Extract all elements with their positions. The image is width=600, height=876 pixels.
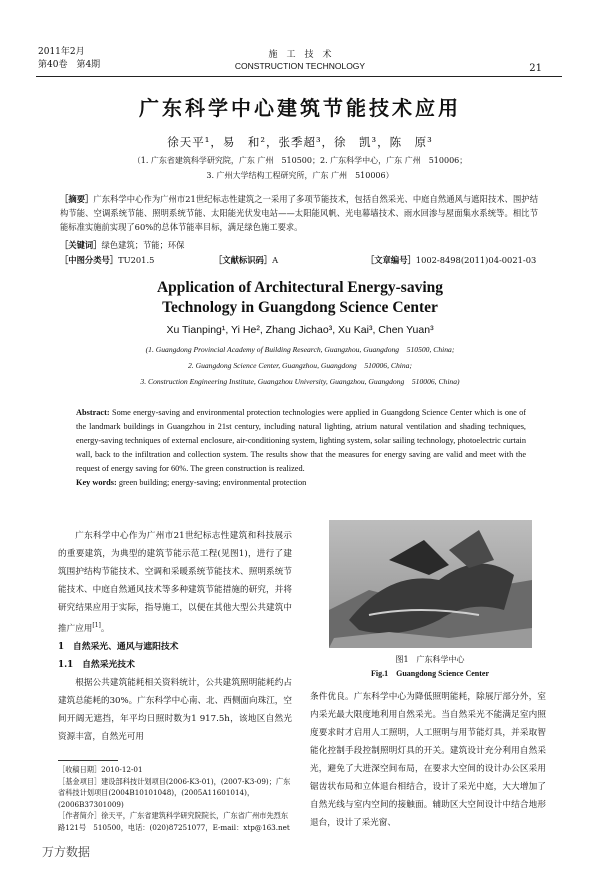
intro-paragraph bbox=[58, 527, 292, 638]
article-label: ［文章编号］ bbox=[366, 255, 416, 265]
affiliation-cn-2: 3. 广州大学结构工程研究所，广东 广州 510006） bbox=[206, 171, 394, 180]
affiliation-en-3: 3. Construction Engineering Institute, Guangzhou University, Guangzhou, Guangdong 510006, China) bbox=[140, 377, 460, 386]
footnote-rule bbox=[58, 760, 118, 761]
footnote-funding: ［基金项目］建设部科技计划项目(2006-K3-01)，(2007-K3-09)；广东省科技计划项目(2004B10101048)，(2005A11601014)，(2006B37301009) bbox=[58, 776, 291, 809]
lighting-paragraph: 根据公共建筑能耗相关资料统计，公共建筑照明能耗约占建筑总能耗的30%。广东科学中心南、北、西侧面向珠江，空间开阔无遮挡，年平均日照时数为1 917.5h，该地区自然光资源丰富，自然光可用 bbox=[58, 677, 292, 742]
intro-end: 。 bbox=[100, 623, 110, 634]
authors-cn: 徐天平¹，易 和²，张季超³，徐 凯³，陈 原³ bbox=[167, 135, 433, 149]
paper-title-en-line-2: Technology in Guangdong Science Center bbox=[162, 299, 438, 316]
clc-code bbox=[60, 254, 154, 266]
keywords-cn bbox=[60, 238, 538, 252]
page-number: 21 bbox=[529, 63, 542, 74]
section-heading-1: 1 自然采光、通风与遮阳技术 bbox=[58, 641, 179, 652]
doc-code bbox=[214, 254, 278, 266]
science-center-photo bbox=[329, 520, 532, 648]
header-volume: 第40卷 第4期 bbox=[38, 60, 101, 70]
keywords-cn-text: 绿色建筑；节能；环保 bbox=[101, 240, 185, 250]
keywords-cn-label: ［关键词］ bbox=[60, 240, 102, 250]
article-number bbox=[366, 254, 536, 266]
paper-title-en-line-1: Application of Architectural Energy-saving bbox=[156, 279, 444, 296]
abstract-en-label: Abstract: bbox=[76, 408, 110, 417]
right-column-text: 条件优良。广东科学中心为降低照明能耗，除展厅部分外，室内采光最大限度地利用自然采光。当自然采光不能满足室内照度要求时才启用人工照明，人工照明与用节能灯具，并采取智能化控制手段控制照明灯具的开关。建筑设计充分利用自然采光，避免了大进深空间布局，在要求大空间的设计办公区采用锯齿状布局和立体退台相结合，设计了采光中庭，大大增加了自然光线与室内空间的接触面。辅助区大空间设计中结合地形退台，设计了采光窗、 bbox=[310, 692, 546, 828]
keywords-en-text: green building; energy-saving; environmental protection bbox=[118, 478, 307, 487]
header-rule bbox=[36, 76, 562, 77]
affiliation-cn-1: （1. 广东省建筑科学研究院，广东 广州 510500；2. 广东科学中心，广东 广州 510006； bbox=[132, 156, 468, 165]
article-value: 1002-8498(2011)04-0021-03 bbox=[415, 255, 537, 265]
affiliation-en-2: 2. Guangdong Science Center, Guangzhou, Guangdong 510006, China; bbox=[188, 361, 412, 370]
section-heading-1-1: 1.1 自然采光技术 bbox=[58, 659, 135, 670]
abstract-cn-label: ［摘要］ bbox=[60, 194, 94, 204]
footnotes bbox=[58, 764, 292, 833]
doc-value: A bbox=[272, 255, 279, 265]
journal-name-en: CONSTRUCTION TECHNOLOGY bbox=[234, 61, 366, 71]
journal-name-cn: 施 工 技 术 bbox=[268, 50, 332, 60]
footnote-author: ［作者简介］徐天平，广东省建筑科学研究院院长，广东省广州市先烈东路121号 510500，电话：(020)87251077，E-mail：xtp@163.net bbox=[58, 811, 290, 832]
intro-citation: [1] bbox=[92, 622, 101, 629]
abstract-cn-text: 广东科学中心作为广州市21世纪标志性建筑之一采用了多项节能技术，包括自然采光、中庭自然通风与遮阳技术、围护结构节能、空调系统节能、照明系统节能、太阳能光伏发电站——太阳能风帆、光电幕墙技术、雨水回渗与屋面集水系统等。相比节能标准实施前实现了60%的总体节能率目标，满足绿色施工要求。 bbox=[60, 194, 538, 232]
affiliation-en-1: (1. Guangdong Provincial Academy of Building Research, Guangzhou, Guangdong 510500, China; bbox=[145, 345, 455, 354]
intro-text: 广东科学中心作为广州市21世纪标志性建筑和科技展示的重要建筑，为典型的建筑节能示范工程(见图1)，进行了建筑围护结构节能技术、空调和采暖系统节能技术、照明系统节能技术、中庭自然通风技术等多种建筑节能措施的研究，并将研究结果应用于实际，指导施工，以便在其他大型公共建筑中推广应用 bbox=[58, 531, 292, 634]
paper-title-en bbox=[0, 278, 600, 318]
body-right-column bbox=[310, 688, 546, 832]
authors-en: Xu Tianping¹, Yi He², Zhang Jichao³, Xu Kai³, Chen Yuan³ bbox=[166, 324, 434, 336]
doc-label: ［文献标识码］ bbox=[214, 255, 273, 265]
footnote-received: ［收稿日期］2010-12-01 bbox=[58, 765, 143, 774]
keywords-en-label: Key words: bbox=[76, 478, 117, 487]
clc-value: TU201.5 bbox=[118, 255, 155, 265]
header-date: 2011年2月 bbox=[38, 47, 85, 57]
figure-photo bbox=[329, 520, 532, 648]
clc-label: ［中图分类号］ bbox=[60, 255, 119, 265]
paper-title-cn: 广东科学中心建筑节能技术应用 bbox=[139, 96, 461, 120]
figure-caption-en: Fig.1 Guangdong Science Center bbox=[371, 669, 489, 678]
body-left-column bbox=[58, 527, 292, 746]
abstract-en-text: Some energy-saving and environmental protection technologies were applied in Guangdong Science Center which is one of the landmark buildings in Guangzhou in 21st century, including natural lighting, atrium natural ventilation and shading techniques, energy-saving techniques of external enclosure, air-conditioning system, lighting system, solar sailing technology, photoelectric curtain wall, back to the infiltration and collection system. The results show that the measures for energy saving are valid and meet with the request of energy saving for 60%. The green construction is realized. bbox=[76, 408, 527, 473]
abstract-en bbox=[76, 406, 526, 490]
abstract-cn bbox=[60, 192, 538, 236]
database-watermark: 万方数据 bbox=[42, 845, 91, 859]
figure-caption-cn: 图1 广东科学中心 bbox=[395, 655, 465, 664]
